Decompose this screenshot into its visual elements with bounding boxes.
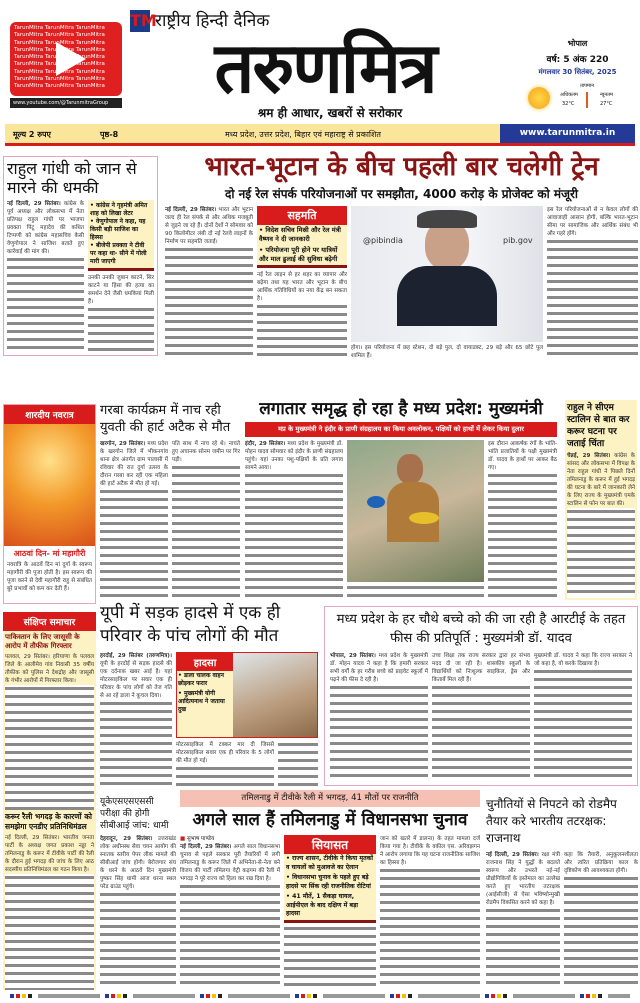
stalin-story <box>565 400 637 600</box>
hadsa-box <box>176 652 318 738</box>
masthead-tagline: राष्ट्रीय हिन्दी दैनिक <box>155 11 270 31</box>
dateline: नई दिल्ली, 29 सितंबर। <box>7 201 61 207</box>
bullet: • परियोजना पूरी होने पर यात्रियों और माल ढुलाई की सुविधा बढ़ेगी <box>259 246 338 263</box>
max-label: अधिकतम <box>560 92 578 98</box>
body-text: उनकी उनकी जुबान काटने, सिर काटने या हिंसा की हत्या का समर्थन देने जैसी धमकियां मिली हैं। <box>88 275 154 305</box>
bullet: • राज्य शासन, टीवीके ने किया मृतकों व घायलों को मुआवजे का ऐलान <box>286 855 373 871</box>
stalin-body: चेन्नई, 29 सितंबर। कांग्रेस के सांसद और लोकसभा में विपक्ष के नेता राहुल गांधी ने पिछले दिनों तमिलनाडु के करूर में हुई भगदड़ की घटना के बारे में जानकारी लेने के लिए राज्य के मुख्यमंत्री एमके स्टालिन से फोन पर बात की। <box>567 452 635 598</box>
rajnath-headline: चुनौतियों से निपटने को रोडमैप तैयार करे भारतीय तटरक्षक: राजनाथ <box>486 797 617 845</box>
mp-headline: लगातार समृद्ध हो रहा है मध्य प्रदेश: मुख्यमंत्री <box>259 399 543 419</box>
lead-story <box>165 150 638 360</box>
navratri-body: नवरात्रि के आठवें दिन मां दुर्गा के स्वरूप महागौरी की पूजा होती है। इस स्वरूप की पूजा करने से देवी महागौरी राहु से संबंधित बुरे प्रभावों को कम कर देती हैं। <box>7 562 92 592</box>
edition-info <box>520 38 635 115</box>
rte-headline: मध्य प्रदेश के हर चौथे बच्चे को की जा रही है आरटीई के तहत फीस की प्रतिपूर्ति : मुख्यमंत्री डॉ. यादव <box>336 612 626 646</box>
mp-subhead: मप्र के मुख्यमंत्री ने इंदौर के प्राणी संग्रहालय का किया अवलोकन, पक्षियों को हाथों में लेकर किया दुलार <box>245 422 557 437</box>
ukssc-body: देहरादून, 29 सितंबर। उत्तराखंड लोक अधीनस्थ सेवा चयन आयोग की स्नातक स्तरीय पेपर लीक मामले की सीबीआई जांच होगी। बेरोजगार संघ के धरने के आठवें दिन मुख्यमंत्री पुष्कर सिंह धामी आज धरना स्थल परेड ग्राउंड पहुंचे। <box>100 835 176 988</box>
rte-story <box>324 606 638 786</box>
brief-headline-2: करूर रैली भगदड़ के कारणों को समझेगा एनडीए प्रतिनिधिमंडल <box>5 811 92 831</box>
bullet: • मुख्यमंत्री योगी आदित्यनाथ ने जताया दुख <box>178 690 225 713</box>
lead-body-2: नई रेल लाइन से हर शहर का व्यापार और बढ़ेगा तथा यह भारत और भूटान के बीच आर्थिक गतिविधियों का नया केंद्र बन सकता है। <box>257 271 347 360</box>
parrot-icon <box>367 496 385 508</box>
lead-body: नई दिल्ली, 29 सितंबर। भारत और भूटान जल्द ही रेल संपर्क से और अधिक मजबूती से जुड़ने जा रहे हैं। दोनों देशों ने सोमवार को 90 किलोमीटर लंबी दो नई रेलवे लाइनों के निर्माण पर सहमति जताई। <box>165 206 253 360</box>
rte-body-3: मुख्यमंत्री डॉ. यादव ने कहा कि राज्य सरकार ने जो कहा है, वो करके दिखाया है। <box>534 652 632 781</box>
price: मूल्य 2 रुपए <box>13 130 51 139</box>
person-face <box>397 454 423 484</box>
date: मंगलवार 30 सितंबर, 2025 <box>538 68 617 76</box>
divider <box>586 92 588 108</box>
youtube-url[interactable]: www.youtube.com/@TarunmitraGroup <box>10 98 122 108</box>
volume: वर्ष: 5 अंक 220 <box>546 55 609 65</box>
bullet: • डाला चालक वाहन छोड़कर फरार <box>178 672 224 687</box>
youtube-label: TarunMitra TarunMitra TarunMitra <box>14 39 105 46</box>
siyasat-box <box>284 835 376 923</box>
body <box>7 200 84 353</box>
sun-icon <box>528 87 550 109</box>
tn-headline: अगले साल हैं तमिलनाडु में विधानसभा चुनाव <box>192 810 468 830</box>
up-body-2: मोटरसाइकिल में टक्कर मार दी जिससे मोटरसाइकिल सवार एक ही परिवार के 5 लोगों की मौत हो गई। <box>176 741 274 790</box>
masthead-title: तरुणमित्र <box>214 26 436 109</box>
up-body-3 <box>278 741 318 790</box>
box-title: सियासत <box>284 835 376 854</box>
garba-body: खरगोन, 29 सितंबर। मध्य प्रदेश के खरगोन जिले में भीकनगांव थाना क्षेत्र अंतर्गत ग्राम पालासी में रविवार की रात दुर्गा उत्सव के दौरान गरबा कर रही एक महिला की हार्ट अटैक से मौत हो गई। <box>100 440 168 600</box>
youtube-label: TarunMitra TarunMitra TarunMitra <box>14 61 105 68</box>
lead-headline: भारत-भूटान के बीच पहली बार चलेगी ट्रेन <box>204 152 599 182</box>
person-hair <box>417 210 477 228</box>
rte-body-2: उच्च शिक्षा तक राज्य सरकार द्वारा हर संभव मदद दी जा रही है। शासकीय स्कूलों के विद्यार्थियों को निःशुल्क साइकिल, ड्रेस और किताबें मिल रही हैं। <box>432 652 530 781</box>
tn-body: नई दिल्ली, 29 सितंबर। अगले साल विधानसभा चुनाव से पहले सरकार पूरी तैयारियों में लगी तमिलनाडु के करूर जिले में अभिनेता-से-नेता बने विजय की पार्टी तमिलगा वेट्री कड़गम की रैली में भगदड़ ने पूरे राज्य को हिला कर रख दिया है। <box>180 843 280 988</box>
box-title: हादसा <box>177 653 233 671</box>
youtube-label: TarunMitra TarunMitra TarunMitra <box>14 32 105 39</box>
mp-body-2: इस दौरान आकर्षक रंगों के भांति-भांति प्रजातियों के पक्षी मुख्यमंत्री डॉ. यादव के हाथों पर आकर बैठ गए। <box>488 440 557 602</box>
garba-body-2: पति साथ में नाच रहे थे। नाचते हुए अचानक सोनम जमीन पर गिर पड़ी। <box>172 440 240 600</box>
byline-marker: ■ <box>180 836 186 842</box>
rajnath-story <box>486 796 638 988</box>
brief-title: संक्षिप्त समाचार <box>3 612 96 631</box>
bullet: • बीजेपी प्रवक्ता ने टीवी पर कहा था- सीने में गोली मारी जाएगी <box>90 242 147 265</box>
up-body: हरदोई, 29 सितंबर (तरुणमित्र)। यूपी के हरदोई से सड़क हादसे की एक दर्दनाक खबर आई है। यहां मोटरसाइकिल पर सवार एक ही परिवार के पांच लोगों को तेज गति से आ रहे डाला ने कुचल दिया। <box>100 652 172 790</box>
hadsa-highlights <box>177 653 233 737</box>
youtube-label: TarunMitra TarunMitra TarunMitra <box>14 46 105 53</box>
weather-title: तापमान <box>580 83 595 89</box>
brief-headline-1: पाकिस्तान के लिए जासूसी के आरोप में तौफीक गिरफ्तार <box>5 633 80 650</box>
ukssc-story <box>100 796 176 988</box>
youtube-label: TarunMitra TarunMitra TarunMitra <box>14 76 105 83</box>
garba-headline: गरबा कार्यक्रम में नाच रही युवती की हार्ट अटैक से मौत <box>100 403 231 435</box>
bullet: • 41 मौतें, 1 सैकड़ा घायल, आईपीएल के बाद दक्षिण में बड़ा हादसा <box>286 893 358 917</box>
parrot-icon <box>409 512 439 524</box>
youtube-thumbnail <box>10 22 122 96</box>
city: भोपाल <box>567 39 588 48</box>
tn-story <box>180 790 480 988</box>
lead-body-3: होगा। इस परियोजना में छह स्टेशन, दो बड़े पुल, दो वायाडक्ट, 29 बड़े और 65 छोटे पुल शामिल हैं। <box>351 345 543 359</box>
tn-kicker: तमिलनाडु में टीवीके रैली में भगदड़, 41 मौतों पर राजनीति <box>180 790 480 807</box>
website-link[interactable]: www.tarunmitra.in <box>500 124 635 143</box>
youtube-label: TarunMitra TarunMitra TarunMitra <box>14 25 105 31</box>
goddess-illustration <box>4 424 95 546</box>
byline-text: सुभाष पाण्डेय <box>186 836 215 842</box>
weather-widget <box>520 83 635 115</box>
bullet: • कांग्रेस ने गृहमंत्री अमित शाह को लिखा लेटर <box>90 202 148 217</box>
lead-body-4: इस रेल परियोजनाओं से न केवल लोगों की आवाजाही आसान होगी, बल्कि भारत-भूटान सीमा पर सामाजिक और आर्थिक संबंध भी और गहरे होंगे। <box>547 206 638 360</box>
tn-body-2: जान को खतरे में डालना) के तहत मामला दर्ज किया गया है। टीवीके के वकील एस. अरिवझगन ने आरोप लगाया कि यह घटना राजनीतिक साजिश का हिस्सा है। <box>380 835 480 988</box>
brief-body-1: पलवल, 29 सितंबर। हरियाणा के पलवल जिले के आलीमेव गांव निवासी 35 वर्षीय तौफीक को पुलिस ने देशद्रोह और जासूसी के गंभीर आरोपों में गिरफ्तार किया। <box>3 653 96 810</box>
body-text: कांग्रेस के पूर्व अध्यक्ष और लोकसभा में नेता प्रतिपक्ष राहुल गांधी पर भाजपा प्रवक्ता पिंटू महादेव की कथित टिप्पणी को कांग्रेस महासचिव केसी वेणुगोपाल ने साजिश बताते हुए कार्रवाई की मांग की। <box>7 201 84 255</box>
mp-photo <box>347 440 484 582</box>
rajnath-body-2: कहा कि तैयारी, अनुकूलनशीलता और त्वरित प्रतिक्रिया काल के दृष्टिकोण की आवश्यकता होगी। <box>564 851 638 988</box>
up-headline: यूपी में सड़क हादसे में एक ही परिवार के पांच लोगों की मौत <box>100 603 281 646</box>
lead-subhead: दो नई रेल संपर्क परियोजनाओं पर समझौता, 4000 करोड़ के प्रोजेक्ट को मंजूरी <box>224 187 578 201</box>
mp-body: इंदौर, 29 सितंबर। मध्य प्रदेश के मुख्यमंत्री डॉ. मोहन यादव सोमवार को इंदौर के प्राणी संग्रहालय पहुंचे। यहां उनका पशु-पक्षियों के प्रति लगाव सामने आया। <box>245 440 343 602</box>
person-body <box>397 266 497 326</box>
headline: राहुल गांधी को जान से मारने की धमकी <box>7 159 137 197</box>
navratri-caption: आठवां दिन- मां महागौरी <box>13 549 86 558</box>
body-continued <box>88 274 154 353</box>
up-story <box>100 602 318 790</box>
sahmati-box <box>257 206 347 268</box>
max-temp: 32°C <box>562 101 575 107</box>
tn-byline <box>180 835 280 843</box>
navratri-title: शारदीय नवरात्र <box>4 405 95 424</box>
bullet: • वेणुगोपाल ने कहा, यह किसी बड़ी साजिश का हिस्सा <box>90 218 146 241</box>
bullet: • विधानसभा चुनाव के पहले हुए बड़े हादसे पर सिंक रही राजनीतिक रोटियां <box>286 874 371 890</box>
rte-body: भोपाल, 29 सितंबर। मध्य प्रदेश के मुख्यमंत्री डॉ. मोहन यादव ने कहा है कि हमारी सरकार सभी वर्गों के हर गरीब बच्चे को प्राइवेट स्कूलों में पढ़ने की फीस दे रही है। <box>330 652 428 781</box>
youtube-label: TarunMitra TarunMitra TarunMitra <box>14 54 105 61</box>
tn-body-2b <box>284 925 376 989</box>
brief-body-2: नई दिल्ली, 29 सितंबर। भारतीय जनता पार्टी के अध्यक्ष जगत प्रकाश नड्डा ने तमिलनाडु के करूर में टीवीके पार्टी की रैली के दौरान हुई भगदड़ की जांच के लिए आठ सदस्यीय प्रतिनिधिमंडल का गठन किया है। <box>3 834 96 991</box>
masthead-motto: श्रम ही आधार, खबरों से सरोकार <box>257 106 403 120</box>
youtube-promo[interactable] <box>10 22 122 108</box>
ukssc-headline: यूकेएसएसएससी परीक्षा की होगी सीबीआई जांच: धामी <box>100 797 169 831</box>
garba-story <box>100 402 240 600</box>
rajnath-body: नई दिल्ली, 29 सितंबर। रक्षा मंत्री राजनाथ सिंह ने युद्धों के बदलते स्वरूप और उभरते नई-नई प्रौद्योगिकियों के इस्तेमाल का उल्लेख करते हुए भारतीय तटरक्षक (आईसीजी) से ऐसा भविष्योन्मुखी रोडमैप विकसित करने को कहा है। <box>486 851 560 988</box>
highlights <box>88 200 154 271</box>
min-temp: 27°C <box>600 101 613 107</box>
photo-badge: @pibindia <box>363 236 403 245</box>
bullet: • विदेश सचिव मिस्री और रेल मंत्री वैष्णव ने दी जानकारी <box>259 226 341 243</box>
page-count: पृष्ठ-8 <box>100 130 119 139</box>
box-title: सहमति <box>257 206 347 225</box>
accident-photo <box>233 653 317 737</box>
editions: मध्य प्रदेश, उत्तर प्रदेश, बिहार एवं महाराष्ट्र से प्रकाशित <box>225 130 381 139</box>
min-label: न्यूनतम <box>600 92 613 98</box>
brief-column <box>3 612 96 990</box>
mp-photo-caption <box>347 584 484 602</box>
lead-photo <box>351 206 543 342</box>
tm-logo: TM <box>130 11 157 30</box>
footer-ornament <box>10 994 630 998</box>
photo-badge: pib.gov <box>503 236 533 245</box>
stalin-headline: राहुल ने सीएम स्टालिन से बात कर करूर घटना पर जताई चिंता <box>567 403 630 449</box>
rahul-story <box>3 156 158 356</box>
mp-story <box>245 398 557 602</box>
play-icon <box>56 42 86 76</box>
info-bar <box>5 124 635 146</box>
navratri-box <box>3 404 96 604</box>
youtube-label: TarunMitra TarunMitra TarunMitra <box>14 83 105 90</box>
youtube-label: TarunMitra TarunMitra TarunMitra <box>14 68 105 75</box>
